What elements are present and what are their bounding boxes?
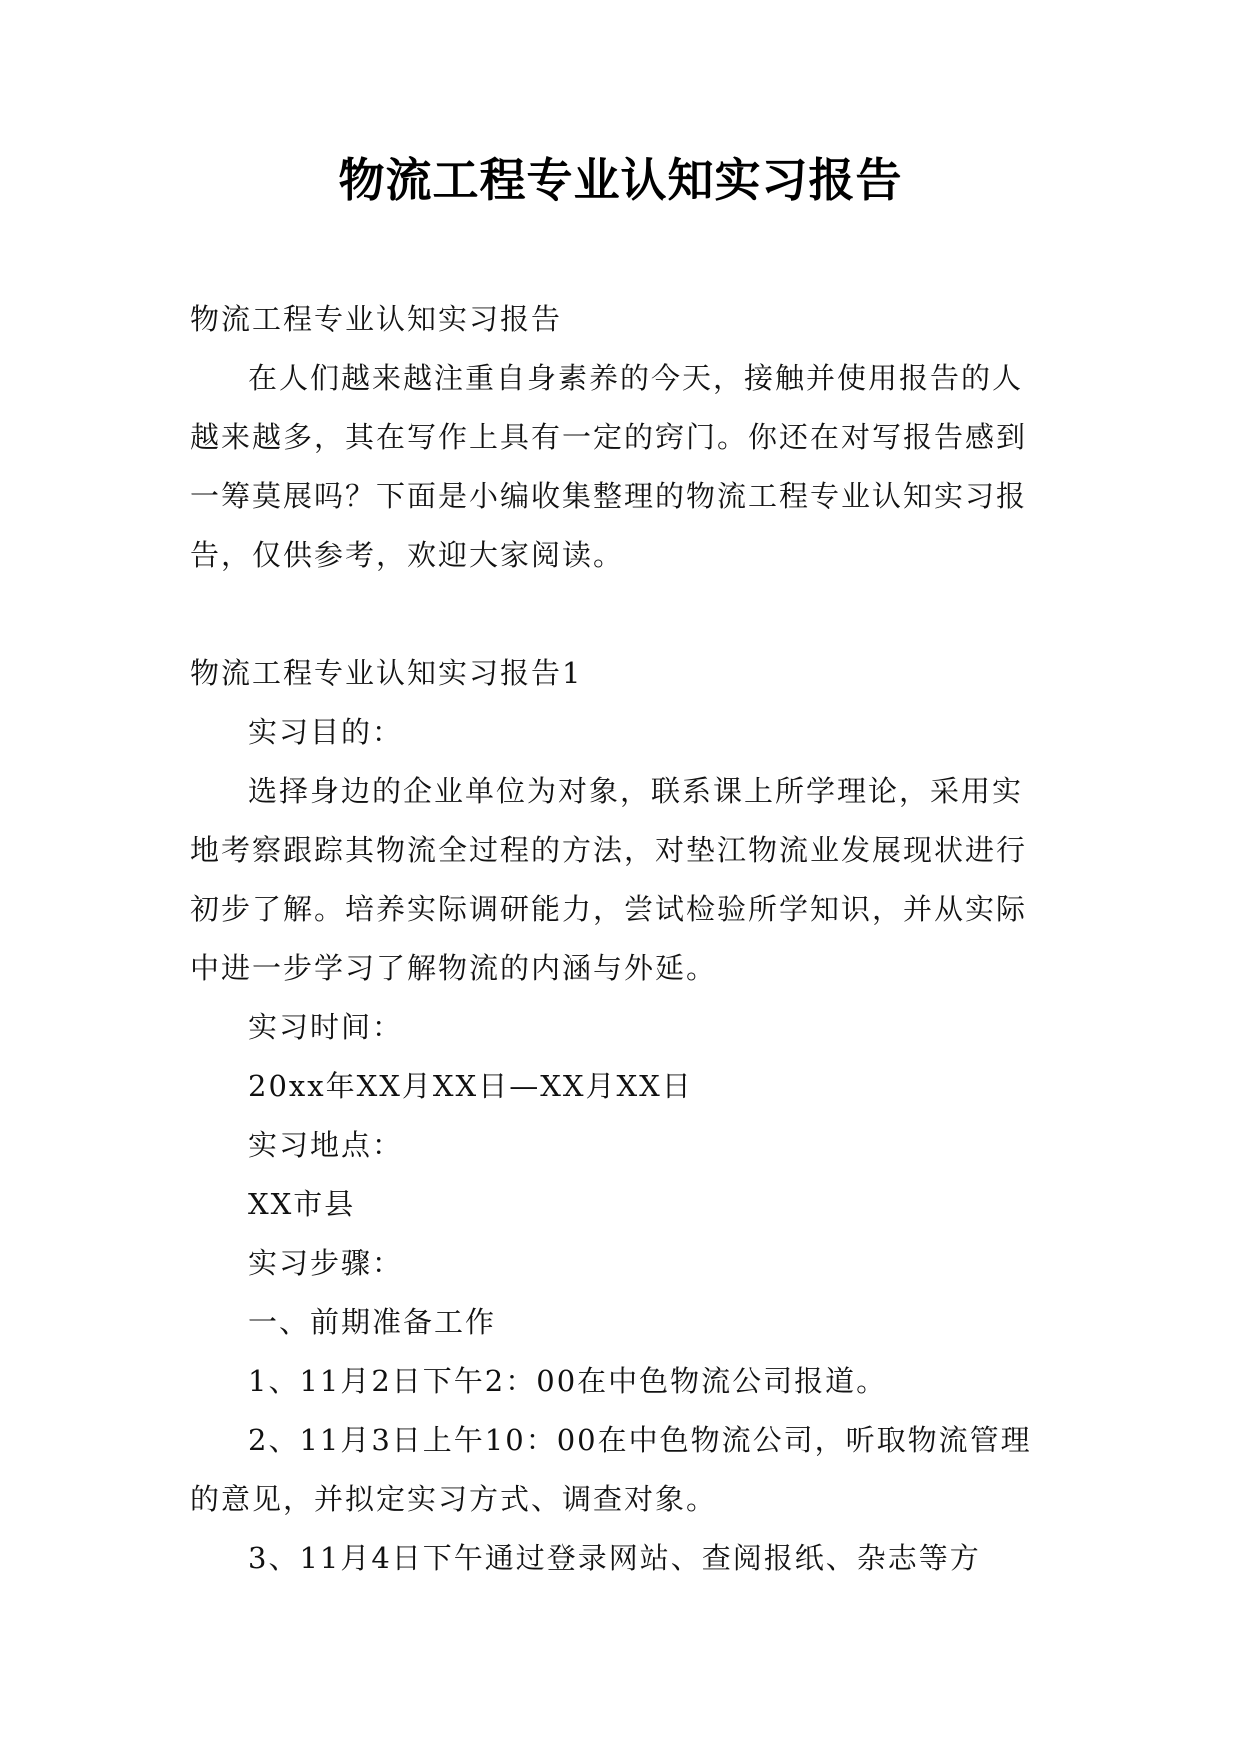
step-item-3: 3、11月4日下午通过登录网站、查阅报纸、杂志等方 [248, 1541, 981, 1575]
intro-paragraph: 在人们越来越注重自身素养的今天，接触并使用报告的人越来越多，其在写作上具有一定的窍门。你还在对写报告感到一筹莫展吗？下面是小编收集整理的物流工程专业认知实习报告，仅供参考，欢迎大家阅读。 [190, 361, 1028, 572]
time-label: 实习时间： [248, 1010, 404, 1044]
purpose-paragraph: 选择身边的企业单位为对象，联系课上所学理论，采用实地考察跟踪其物流全过程的方法，对垫江物流业发展现状进行初步了解。培养实际调研能力，尝试检验所学知识，并从实际中进一步学习了解物流的内涵与外延。 [190, 774, 1028, 985]
document-title: 物流工程专业认知实习报告 [338, 153, 903, 207]
steps-label: 实习步骤： [248, 1246, 404, 1280]
step-part-heading: 一、前期准备工作 [248, 1305, 497, 1339]
section-heading: 物流工程专业认知实习报告1 [190, 656, 583, 690]
document-subtitle: 物流工程专业认知实习报告 [190, 302, 563, 336]
paragraph-gap [190, 585, 1050, 644]
place-value: XX市县 [248, 1187, 356, 1221]
document-body [190, 290, 1050, 1588]
purpose-label: 实习目的： [248, 715, 404, 749]
step-item-1: 1、11月2日下午2：00在中色物流公司报道。 [248, 1364, 888, 1398]
place-label: 实习地点： [248, 1128, 404, 1162]
time-value: 20xx年XX月XX日—XX月XX日 [248, 1069, 693, 1103]
step-item-2: 2、11月3日上午10：00在中色物流公司，听取物流管理的意见，并拟定实习方式、调查对象。 [190, 1423, 1032, 1516]
